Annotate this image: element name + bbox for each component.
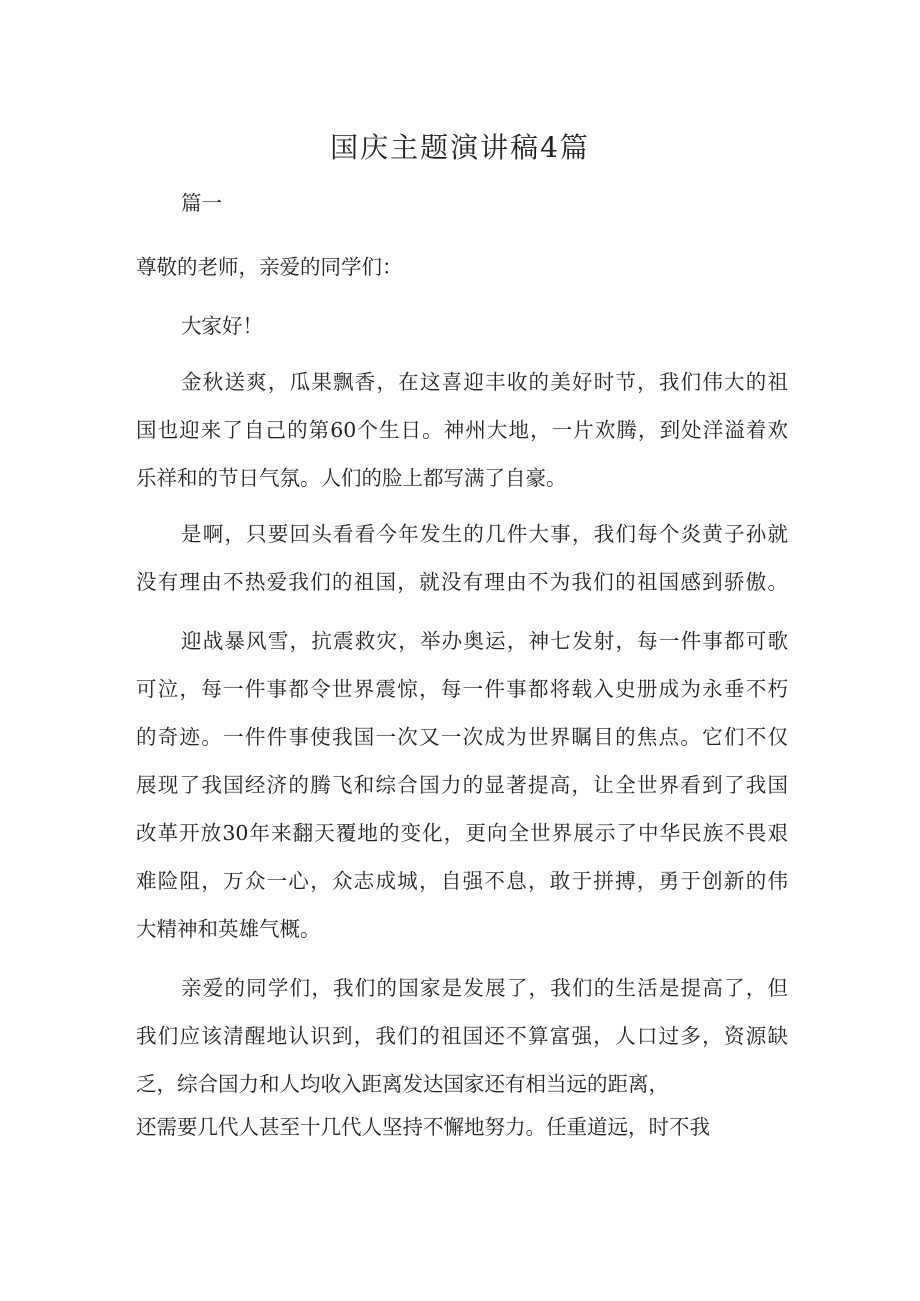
paragraph-4-line-1: 亲爱的同学们，我们的国家是发展了，我们的生活是提高了，但 [181, 976, 788, 1000]
paragraph-4-line-4: 还需要几代人甚至十几代人坚持不懈地努力。任重道远，时不我 [136, 1115, 710, 1139]
paragraph-1-line-1: 金秋送爽，瓜果飘香，在这喜迎丰收的美好时节，我们伟大的祖 [181, 370, 788, 394]
paragraph-3-line-1: 迎战暴风雪，抗震救灾，举办奥运，神七发射，每一件事都可歌 [181, 629, 788, 653]
paragraph-3-line-3: 的奇迹。一件件事使我国一次又一次成为世界瞩目的焦点。它们不仅 [136, 725, 788, 749]
paragraph-2-line-1: 是啊，只要回头看看今年发生的几件大事，我们每个炎黄子孙就 [181, 522, 788, 546]
paragraph-3-line-4: 展现了我国经济的腾飞和综合国力的显著提高，让全世界看到了我国 [136, 773, 788, 797]
paragraph-3-line-7: 大精神和英雄气概。 [136, 917, 321, 941]
paragraph-3-line-6: 难险阻，万众一心，众志成城，自强不息，敢于拼搏，勇于创新的伟 [136, 869, 788, 893]
paragraph-1-line-2: 国也迎来了自己的第60个生日。神州大地，一片欢腾，到处洋溢着欢 [136, 418, 788, 442]
paragraph-4-line-3: 乏，综合国力和人均收入距离发达国家还有相当远的距离， [136, 1072, 669, 1096]
greeting: 大家好！ [181, 314, 263, 338]
paragraph-4-line-2: 我们应该清醒地认识到，我们的祖国还不算富强，人口过多，资源缺 [136, 1024, 788, 1048]
paragraph-3-line-5: 改革开放30年来翻天覆地的变化，更向全世界展示了中华民族不畏艰 [136, 821, 788, 845]
salutation: 尊敬的老师，亲爱的同学们： [136, 255, 403, 279]
document-title: 国庆主题演讲稿4篇 [330, 131, 590, 164]
paragraph-1-line-3: 乐祥和的节日气氛。人们的脸上都写满了自豪。 [136, 466, 567, 490]
paragraph-3-line-2: 可泣，每一件事都令世界震惊，每一件事都将载入史册成为永垂不朽 [136, 677, 788, 701]
paragraph-2-line-2: 没有理由不热爱我们的祖国，就没有理由不为我们的祖国感到骄傲。 [136, 570, 788, 594]
section-label: 篇一 [181, 191, 222, 215]
